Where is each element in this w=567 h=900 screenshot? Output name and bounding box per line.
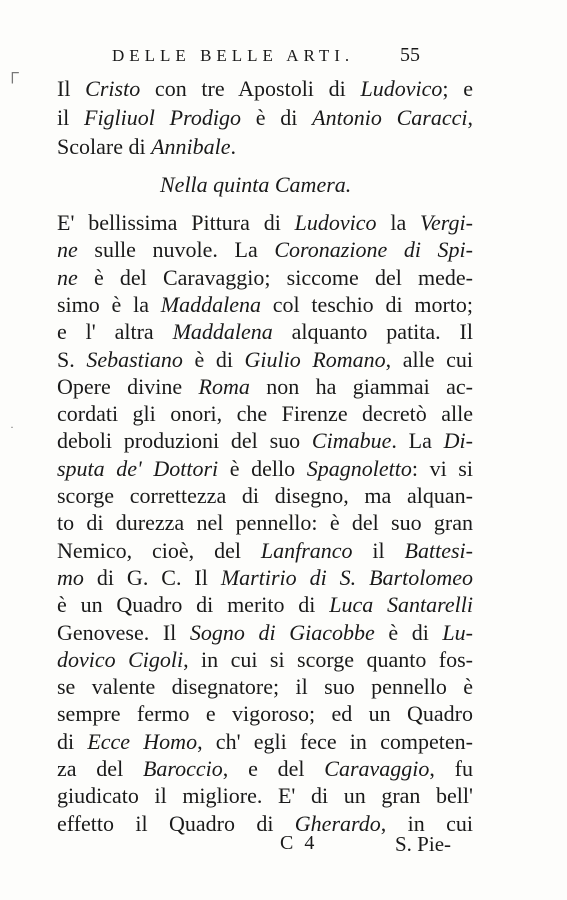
text-segment: : vi si xyxy=(411,455,473,481)
italic-text: Gherardo xyxy=(294,810,381,836)
text-segment: , alle cui xyxy=(385,346,473,372)
text-line xyxy=(57,347,473,373)
italic-text: Roma xyxy=(198,373,250,399)
text-segment: simo è la xyxy=(57,291,161,317)
text-line xyxy=(57,105,473,131)
text-line xyxy=(57,538,473,564)
page-number: 55 xyxy=(400,44,420,66)
italic-text: Luca Santarelli xyxy=(329,592,473,618)
text-segment: è di xyxy=(374,619,443,645)
italic-text: Coronazione di Spi- xyxy=(274,237,473,263)
text-line xyxy=(57,319,473,345)
text-line xyxy=(57,76,473,102)
text-segment: è un Quadro di merito di xyxy=(57,592,330,618)
text-line xyxy=(57,729,473,755)
text-segment: alquanto patita. Il xyxy=(272,319,473,345)
text-segment: ; e xyxy=(442,76,473,101)
text-line xyxy=(57,674,473,700)
text-segment: E' bellissima Pittura di xyxy=(57,210,295,235)
italic-text: Maddalena xyxy=(160,291,261,317)
text-segment: , e del xyxy=(222,756,325,781)
text-line xyxy=(57,483,473,509)
text-segment: il xyxy=(352,537,405,563)
text-segment: col teschio di morto; xyxy=(260,291,474,317)
running-head: DELLE BELLE ARTI. xyxy=(112,46,355,65)
margin-mark: ┌ xyxy=(6,62,19,82)
text-segment: , ch' egli fece in competen- xyxy=(197,728,473,754)
signature-mark: C 4 xyxy=(280,832,318,854)
text-line xyxy=(57,647,473,673)
text-segment: deboli produzioni del suo xyxy=(57,428,312,454)
italic-text: Figliuol Prodigo xyxy=(84,105,241,130)
text-segment: il xyxy=(57,105,84,130)
italic-text: dovico Cigoli xyxy=(57,646,184,672)
text-segment: se valente disegnatore; il suo pennello è xyxy=(57,674,473,700)
text-line xyxy=(57,428,473,454)
text-segment: la xyxy=(376,210,421,235)
italic-text: Caravaggio xyxy=(324,756,430,781)
text-line xyxy=(57,292,473,318)
italic-text: Spagnoletto xyxy=(306,455,412,481)
text-segment: , xyxy=(467,105,473,130)
italic-text: sputa de' Dottori xyxy=(57,455,219,481)
text-segment: sulle nuvole. La xyxy=(77,237,275,263)
text-segment: è del Caravaggio; siccome del mede- xyxy=(77,264,473,290)
text-segment: . xyxy=(230,134,237,159)
text-line xyxy=(57,510,473,536)
italic-text: Ecce Homo xyxy=(87,728,198,754)
italic-text: Annibale xyxy=(151,134,231,159)
text-segment: non ha giammai ac- xyxy=(249,373,473,399)
italic-text: Sogno di Giacobbe xyxy=(189,619,375,645)
italic-text: Antonio Caracci xyxy=(312,105,468,130)
text-line xyxy=(57,456,473,482)
text-segment: è di xyxy=(182,346,245,372)
italic-text: Giulio Romano xyxy=(244,346,386,372)
text-segment: è di xyxy=(240,105,313,130)
text-line xyxy=(57,592,473,618)
text-segment: effetto il Quadro di xyxy=(57,810,295,836)
margin-mark: · xyxy=(10,420,14,434)
text-line xyxy=(57,565,473,591)
italic-text: Sebastiano xyxy=(86,346,183,372)
text-segment: Scolare di xyxy=(57,134,152,159)
italic-text: Baroccio xyxy=(142,756,223,781)
text-segment: e l' altra xyxy=(57,319,173,345)
text-segment: Genovese. Il xyxy=(57,619,190,645)
text-segment: sempre fermo e vigoroso; ed un Quadro xyxy=(57,701,473,727)
text-line xyxy=(57,265,473,291)
text-segment: con tre Apostoli di xyxy=(140,76,361,101)
text-line xyxy=(57,701,473,727)
catchword: S. Pie- xyxy=(395,832,452,856)
text-segment: di xyxy=(57,728,88,754)
italic-text: Di- xyxy=(443,428,473,454)
text-segment: , in cui xyxy=(380,810,473,836)
italic-text: mo xyxy=(57,564,84,590)
text-segment: Opere divine xyxy=(57,373,199,399)
section-heading: Nella quinta Camera. xyxy=(160,172,352,197)
text-line xyxy=(57,783,473,809)
text-segment: giudicato il migliore. E' di un gran bell' xyxy=(57,783,473,809)
text-line xyxy=(57,401,473,427)
text-segment: Il xyxy=(57,76,86,101)
text-line xyxy=(57,620,473,646)
text-line xyxy=(57,237,473,263)
text-segment: Nemico, cioè, del xyxy=(57,537,261,563)
text-line xyxy=(57,374,473,400)
text-segment: S. xyxy=(57,346,87,372)
text-segment: , in cui si scorge quanto fos- xyxy=(183,646,473,672)
italic-text: Martirio di S. Bartolomeo xyxy=(220,564,473,590)
italic-text: Lu- xyxy=(442,619,473,645)
text-segment: to di durezza nel pennello: è del suo gran xyxy=(57,510,473,536)
text-line xyxy=(57,210,473,236)
text-segment: scorge correttezza di disegno, ma alquan- xyxy=(57,483,473,508)
text-line xyxy=(57,134,236,160)
italic-text: Lanfranco xyxy=(260,537,353,563)
italic-text: ne xyxy=(57,237,78,263)
text-segment: di G. C. Il xyxy=(83,564,221,590)
text-line xyxy=(57,756,473,782)
italic-text: Ludovico xyxy=(360,76,443,101)
text-segment: , fu xyxy=(429,756,474,781)
text-segment: è dello xyxy=(218,455,307,481)
italic-text: Vergi- xyxy=(420,210,473,235)
italic-text: Maddalena xyxy=(172,319,273,345)
text-segment: cordati gli onori, che Firenze decretò alle xyxy=(57,401,473,427)
text-segment: za del xyxy=(57,756,143,781)
italic-text: ne xyxy=(57,264,78,290)
italic-text: Ludovico xyxy=(294,210,377,235)
italic-text: Cristo xyxy=(85,76,141,101)
text-segment: . La xyxy=(391,428,444,454)
italic-text: Battesi- xyxy=(404,537,473,563)
italic-text: Cimabue xyxy=(311,428,392,454)
